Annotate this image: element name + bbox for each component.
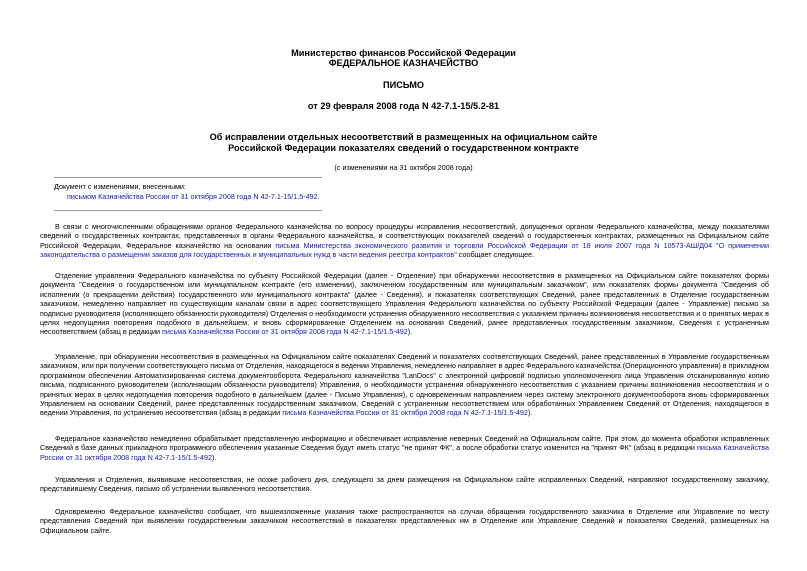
paragraph-3-link[interactable]: письма Казначейства России от 31 октября 2008 года N 42-7.1-15/1.5-492: [282, 408, 528, 418]
document-date-number: от 29 февраля 2008 года N 42-7.1-15/5.2-81: [307, 101, 500, 111]
paragraph-2: [40, 271, 769, 337]
amendments-top-divider: [54, 177, 322, 178]
paragraph-4: [40, 434, 769, 462]
paragraph-4-text-end: ).: [211, 452, 217, 462]
paragraph-1-text: В связи с многочисленными обращениями органов Федерального казначейства по вопросу процедуры исправления несоответствий, допущенных органом Федерального казначейства, между показателями сведений о государственных контрактах, представленных в органы Федерального казначейства, и соответствующих показателей сведений о государственных контрактах, размещенных на Официальном сайте Российской Федерации, Федеральное казначейство на основании: [40, 222, 769, 250]
paragraph-2-text-end: ).: [407, 327, 413, 337]
paragraph-1: [40, 222, 769, 260]
document-type-heading: ПИСЬМО: [382, 80, 425, 90]
amendments-bottom-divider: [54, 210, 322, 211]
changes-note: (с изменениями на 31 октября 2008 года): [334, 163, 473, 172]
paragraph-4-text: Федеральное казначейство немедленно обрабатывает представленную информацию и обеспечивает исправление неверных Сведений на Официальном сайте. При этом, до момента обработки исправленных Сведений в базе данных прикладного программного обеспечения указанные Сведения будут иметь статус "не принят ФК", а после обработки статус изменится на "принят ФК" (абзац в редакции: [40, 434, 769, 453]
paragraph-3-text-end: ).: [527, 408, 533, 418]
amendments-label: Документ с изменениями, внесенными:: [54, 182, 186, 191]
ministry-heading: Министерство финансов Российской Федерации: [291, 48, 516, 58]
paragraph-1-link[interactable]: письма Министерства экономического развития и торговли Российской Федерации от 18 июля 2007 года N 10573-АШ/Д04 "О применении законодательства о размещении заказов для государственных и муниципальных нужд в части ведения реестра контрактов": [40, 240, 769, 260]
paragraph-4-link[interactable]: письма Казначейства России от 31 октября 2008 года N 42-7.1-15/1.5-492: [40, 443, 769, 462]
paragraph-2-link[interactable]: письма Казначейства России от 31 октября 2008 года N 42-7.1-15/1.5-492: [162, 327, 408, 337]
document-title-line-1: Об исправлении отдельных несоответствий в размещенных на официальном сайте: [209, 132, 598, 142]
paragraph-3-text: Управление, при обнаружении несоответствия в размещенных на Официальном сайте показателях Сведений и показателях соответствующих Сведений, ранее представленных в Управление государственным заказчиком, или при получении соответствующего письма от Отделения, находящегося в ведении Управления, немедленно направляет в адрес Федерального казначейства (Операционного управления) в прикладном программном обеспечении Автоматизированная система документооборота Федерального казначейства "LanDocs" с электронной цифровой подписью уполномоченного лица Управления отсканированную копию письма, подписанного руководителем (исполняющим обязанности руководителя) Управления, о необходимости устранения обнаруженного несоответствия с указанием причины возникновения несоответствия и о принятых мерах в целях недопущения повторения подобного в дальнейшем (далее - Письмо Управления), с одновременным направлением через систему электронного документооборота вновь сформированных Управлением на основании Сведений, ранее представленных государственным заказчиком, Сведений с устраненным несоответствием или обработанных Управлением Сведений от Отделения, находящегося в ведении Управления, по устранению несоответствия (абзац в редакции: [40, 352, 769, 418]
paragraph-1-text-end: сообщает следующее.: [456, 250, 535, 260]
amendments-box: [54, 177, 322, 211]
paragraph-6-text: Одновременно Федеральное казначейство сообщает, что вышеизложенные указания также распространяются на случаи обращения государственного заказчика в Отделение или Управление по месту представления Сведений при выявлении государственным заказчиком несоответствий в показателях представленных им в Отделение или Управление Сведений и показателях Сведений, размещенных на Официальном сайте.: [40, 507, 769, 535]
paragraph-2-text: Отделение управления Федерального казначейства по субъекту Российской Федерации (далее - Отделение) при обнаружении несоответствия в размещенных на Официальном сайте показателях формы документа "Сведения о государственном или муниципальном контракте (его изменении), заключенном государственным или муниципальным заказчиком", или показателях формы документа "Сведения об исполнении (о прекращении действия) государственного или муниципального контракта" (далее - Сведения), и показателях соответствующих Сведений, ранее представленных в Отделение государственным заказчиком, немедленно направляет по существующим каналам связи в адрес соответствующего Управления Федерального казначейства по субъекту Российской Федерации (далее - Управление) письмо за подписью руководителя (исполняющего обязанности руководителя) Отделения о необходимости устранения обнаруженного несоответствия с указанием причины возникновения несоответствия и о принятых мерах в целях недопущения повторения подобного в дальнейшем, и вновь сформированные Отделением на основании Сведений, ранее представленных государственным заказчиком, Сведения с устраненным несоответствием (абзац в редакции: [40, 271, 769, 337]
paragraph-5-text: Управления и Отделения, выявившие несоответствия, не позже рабочего дня, следующего за днем размещения на Официальном сайте исправленных Сведений, направляют государственному заказчику, представившему Сведения, письмо об устранении выявленного несоответствия.: [40, 475, 769, 494]
document-title-line-2: Российской Федерации показателях сведений о государственном контракте: [228, 143, 579, 153]
paragraph-6: [40, 507, 769, 535]
agency-heading: ФЕДЕРАЛЬНОЕ КАЗНАЧЕЙСТВО: [328, 58, 479, 68]
paragraph-3: [40, 352, 769, 418]
paragraph-5: [40, 475, 769, 494]
amendments-link[interactable]: письмом Казначейства России от 31 октября 2008 года N 42-7.1-15/1.5-492.: [67, 192, 320, 201]
